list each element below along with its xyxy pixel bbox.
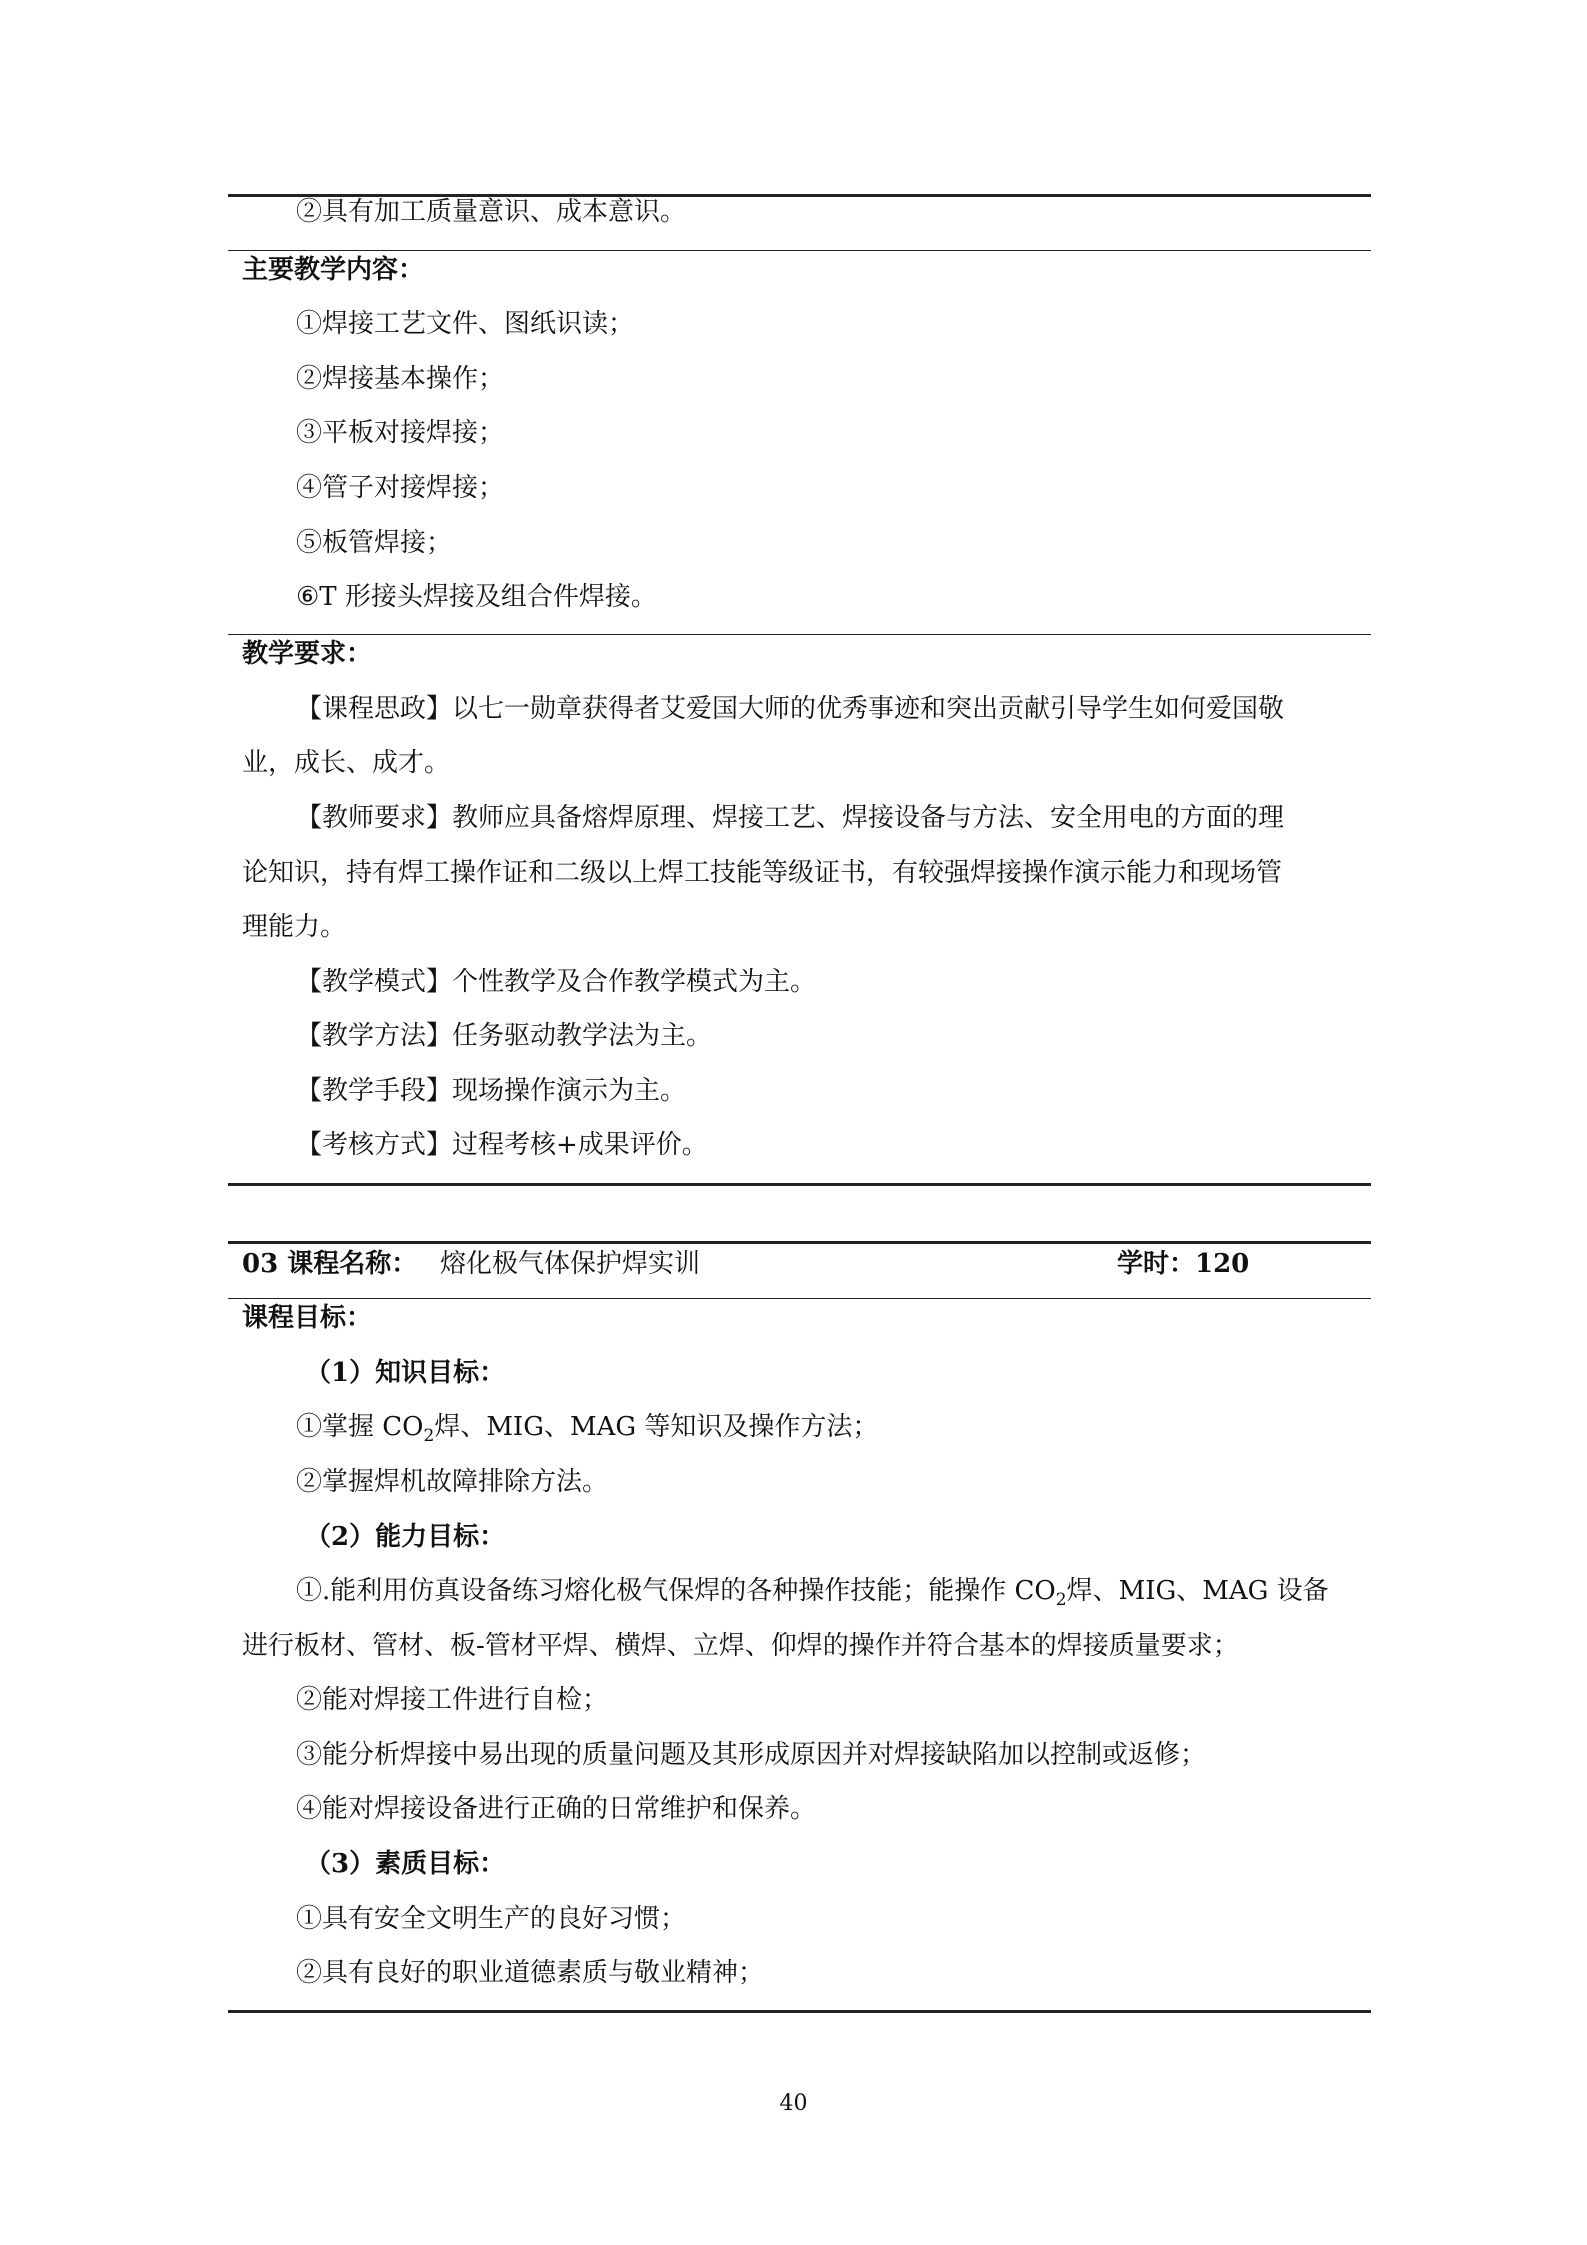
goal-heading: 课程目标： bbox=[242, 1303, 373, 1333]
ability-item: ②能对焊接工件进行自检； bbox=[296, 1685, 609, 1715]
teacher-requirement-paragraph: 【教师要求】教师应具备熔焊原理、焊接工艺、焊接设备与方法、安全用电的方面的理 bbox=[296, 803, 1285, 833]
subscript: 2 bbox=[423, 1426, 435, 1446]
requirement-item: 【教学手段】现场操作演示为主。 bbox=[296, 1076, 687, 1106]
row-divider bbox=[228, 634, 1371, 635]
hours-value: 120 bbox=[1195, 1249, 1250, 1279]
knowledge-item: ①掌握 $CO_2$焊、MIG、MAG 等知识及操作方法； bbox=[296, 1412, 879, 1446]
content-item: ⑤板管焊接； bbox=[296, 528, 453, 558]
ideology-paragraph: 业，成长、成才。 bbox=[242, 748, 451, 778]
course-number-label: 03 课程名称： bbox=[242, 1249, 418, 1279]
quality-goal-line: ②具有加工质量意识、成本意识。 bbox=[296, 197, 687, 227]
table-bottom-rule bbox=[228, 2010, 1371, 2013]
table-top-rule bbox=[228, 1241, 1371, 1244]
table-bottom-rule bbox=[228, 1183, 1371, 1186]
quality-item: ①具有安全文明生产的良好习惯； bbox=[296, 1904, 687, 1934]
content-item: ①焊接工艺文件、图纸识读； bbox=[296, 309, 635, 339]
quality-heading: （3）素质目标： bbox=[305, 1849, 506, 1879]
ability-item: ①.能利用仿真设备练习熔化极气保焊的各种操作技能；能操作 $CO_2$焊、MIG、MAG 设备 bbox=[296, 1576, 1329, 1610]
requirement-item: 【考核方式】过程考核+成果评价。 bbox=[296, 1130, 708, 1160]
teacher-requirement-paragraph: 论知识，持有焊工操作证和二级以上焊工技能等级证书，有较强焊接操作演示能力和现场管 bbox=[242, 858, 1283, 888]
content-heading: 主要教学内容： bbox=[242, 255, 425, 285]
knowledge-item: ②掌握焊机故障排除方法。 bbox=[296, 1467, 609, 1497]
row-divider bbox=[228, 250, 1371, 251]
ability-heading: （2）能力目标： bbox=[305, 1522, 506, 1552]
requirements-heading: 教学要求： bbox=[242, 639, 373, 669]
ideology-paragraph: 【课程思政】以七一勋章获得者艾爱国大师的优秀事迹和突出贡献引导学生如何爱国敬 bbox=[296, 694, 1285, 724]
content-item: ③平板对接焊接； bbox=[296, 418, 505, 448]
ability-item: ④能对焊接设备进行正确的日常维护和保养。 bbox=[296, 1794, 817, 1824]
requirement-item: 【教学模式】个性教学及合作教学模式为主。 bbox=[296, 967, 817, 997]
teacher-requirement-paragraph: 理能力。 bbox=[242, 912, 347, 942]
page-number: 40 bbox=[779, 2091, 808, 2116]
knowledge-heading: （1）知识目标： bbox=[305, 1358, 506, 1388]
requirement-item: 【教学方法】任务驱动教学法为主。 bbox=[296, 1021, 713, 1051]
ability-item: 进行板材、管材、板-管材平焊、横焊、立焊、仰焊的操作并符合基本的焊接质量要求； bbox=[242, 1631, 1239, 1661]
quality-item: ②具有良好的职业道德素质与敬业精神； bbox=[296, 1958, 765, 1988]
content-item: ⑥T 形接头焊接及组合件焊接。 bbox=[296, 582, 657, 612]
subscript: 2 bbox=[1055, 1590, 1067, 1610]
content-item: ②焊接基本操作； bbox=[296, 364, 505, 394]
ability-item: ③能分析焊接中易出现的质量问题及其形成原因并对焊接缺陷加以控制或返修； bbox=[296, 1740, 1207, 1770]
hours-label: 学时： bbox=[1117, 1249, 1196, 1279]
course-name: 熔化极气体保护焊实训 bbox=[440, 1249, 701, 1279]
content-item: ④管子对接焊接； bbox=[296, 473, 505, 503]
row-divider bbox=[228, 1298, 1371, 1299]
